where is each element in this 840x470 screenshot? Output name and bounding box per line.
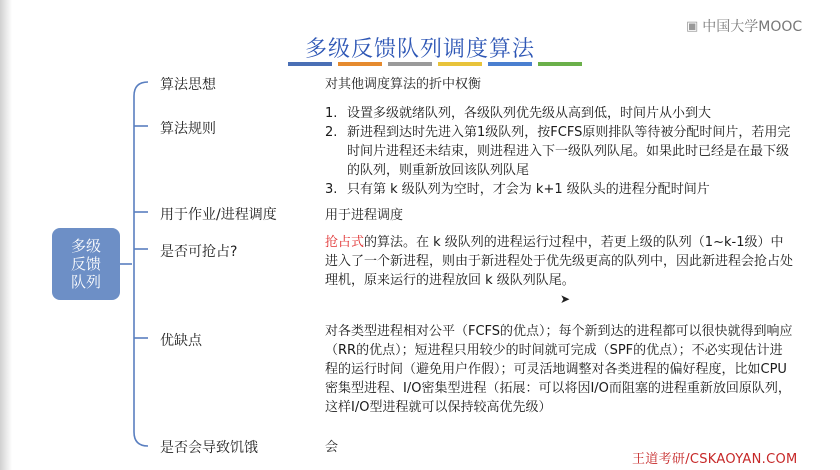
footer-watermark: 王道考研/CSKAOYAN.COM [632, 452, 798, 467]
preemptive-highlight: 抢占式 [325, 235, 365, 250]
mooc-logo-icon: ▣ [686, 18, 699, 34]
label-pros-cons: 优缺点 [160, 333, 202, 349]
rules-list [325, 104, 800, 199]
rule-item [325, 104, 800, 123]
label-algorithm-rules: 算法规则 [160, 121, 216, 137]
rule-text: 新进程到达时先进入第1级队列，按FCFS原则排队等待被分配时间片，若用完时间片进程还未结束，则进程进入下一级队列队尾。如果此时已经是在最下级的队列，则重新放回该队列队尾 [347, 125, 791, 178]
mooc-logo-text: 中国大学MOOC [702, 19, 803, 35]
content-algorithm-idea: 对其他调度算法的折中权衡 [325, 77, 482, 92]
slide-title: 多级反馈队列调度算法 [304, 37, 535, 62]
label-starvation: 是否会导致饥饿 [160, 440, 258, 456]
content-starvation: 会 [325, 440, 339, 455]
content-pros-cons: 对各类型进程相对公平（FCFS的优点）；每个新到达的进程都可以很快就得到响应（RR的优点）；短进程只用较少的时间就可完成（SPF的优点）；不必实现估计进程的运行时间（避免用户作假）；可灵活地调整对各类进程的偏好程度，比如CPU密集型进程、I/O密集型进程（拓展：可以将因I/O而阻塞的进程重新放回原队列，这样I/O型进程就可以保持较高优先级） [325, 324, 793, 415]
rule-number: 3. [325, 182, 338, 197]
root-node-label: 多级反馈队列 [70, 237, 101, 291]
label-usage: 用于作业/进程调度 [160, 207, 277, 223]
rule-text: 设置多级就绪队列，各级队列优先级从高到低，时间片从小到大 [347, 106, 712, 121]
mouse-cursor-icon: ➤ [560, 292, 571, 306]
rule-item [325, 123, 800, 180]
rule-text: 只有第 k 级队列为空时，才会为 k+1 级队头的进程分配时间片 [347, 182, 710, 197]
rule-item [325, 180, 800, 199]
root-node-mlfq [52, 228, 120, 300]
label-preemptive: 是否可抢占? [160, 244, 238, 260]
rule-number: 2. [325, 125, 338, 140]
connector-spine [134, 82, 148, 446]
rule-number: 1. [325, 106, 338, 121]
label-algorithm-idea: 算法思想 [160, 77, 216, 93]
content-preemptive [325, 233, 795, 290]
content-usage: 用于进程调度 [325, 208, 404, 223]
preemptive-text: 的算法。在 k 级队列的进程运行过程中，若更上级的队列（1~k-1级）中进入了一个新进程，则由于新进程处于优先级更高的队列中，因此新进程会抢占处理机，原来运行的进程放回 k 级队列队尾。 [325, 235, 794, 288]
